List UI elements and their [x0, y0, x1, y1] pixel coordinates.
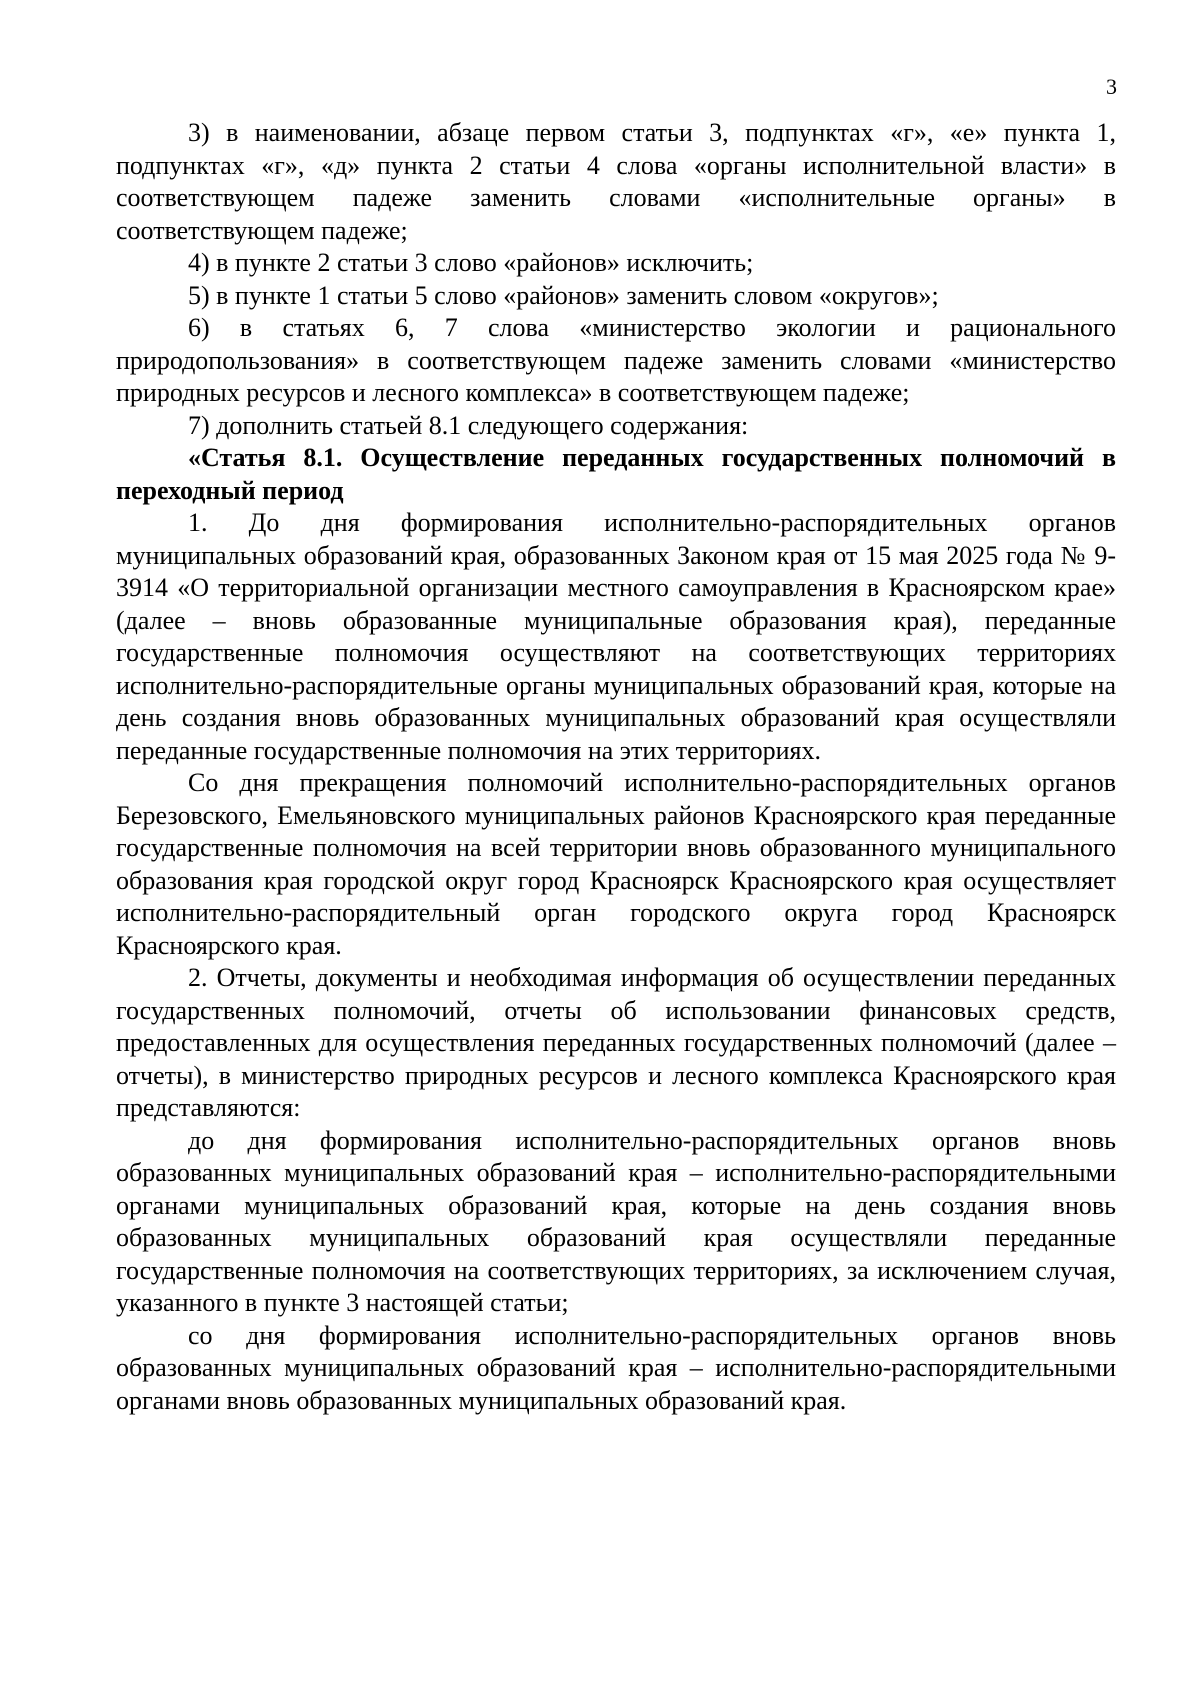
paragraph-amendment-3: 3) в наименовании, абзаце первом статьи 3, подпунктах «г», «е» пункта 1, подпунктах «г», «д» пункта 2 статьи 4 слова «органы исполнительной власти» в соответствующем падеже заменить словами «исполнительные органы» в соответствующем падеже; [116, 118, 1116, 245]
paragraph-point-2-after: со дня формирования исполнительно-распорядительных органов вновь образованных муниципальных образований края – исполнительно-распорядительными органами вновь образованных муниципальных образований края. [116, 1320, 1116, 1415]
paragraph-amendment-6: 6) в статьях 6, 7 слова «министерство экологии и рационального природопользования» в соответствующем падеже заменить словами «министерство природных ресурсов и лесного комплекса» в соответствующем падеже; [116, 313, 1116, 407]
paragraph-amendment-7: 7) дополнить статьей 8.1 следующего содержания: [188, 410, 749, 440]
article-heading: «Статья 8.1. Осуществление переданных государственных полномочий в переходный период [116, 443, 1116, 505]
paragraph-amendment-5: 5) в пункте 1 статьи 5 слово «районов» заменить словом «округов»; [188, 280, 939, 310]
paragraph-point-2: 2. Отчеты, документы и необходимая информация об осуществлении переданных государственных полномочий, отчеты об использовании финансовых средств, предоставленных для осуществления переданных государственных полномочий (далее – отчеты), в министерство природных ресурсов и лесного комплекса Красноярского края представляются: [116, 963, 1116, 1122]
paragraph-amendment-4: 4) в пункте 2 статьи 3 слово «районов» исключить; [188, 248, 754, 277]
paragraph-point-2-before: до дня формирования исполнительно-распорядительных органов вновь образованных муниципальных образований края – исполнительно-распорядительными органами муниципальных образований края, которые на день создания вновь образованных муниципальных образований края осуществляли переданные государственные полномочия на соответствующих территориях, за исключением случая, указанного в пункте 3 настоящей статьи; [116, 1125, 1116, 1317]
paragraph-point-1-continued: Со дня прекращения полномочий исполнительно-распорядительных органов Березовского, Емельяновского муниципальных районов Красноярского края переданные государственные полномочия на всей территории вновь образованного муниципального образования края городской округ город Красноярск Красноярского края осуществляет исполнительно-распорядительный орган городского округа город Красноярск Красноярского края. [116, 768, 1116, 960]
page-number: 3 [1106, 74, 1117, 99]
paragraph-point-1: 1. До дня формирования исполнительно-распорядительных органов муниципальных образований края, образованных Законом края от 15 мая 2025 года № 9-3914 «О территориальной организации местного самоуправления в Красноярском крае» (далее – вновь образованные муниципальные образования края), переданные государственные полномочия осуществляют на соответствующих территориях исполнительно-распорядительные органы муниципальных образований края, которые на день создания вновь образованных муниципальных образований края осуществляли переданные государственные полномочия на этих территориях. [116, 508, 1116, 765]
document-body [116, 117, 1116, 1417]
